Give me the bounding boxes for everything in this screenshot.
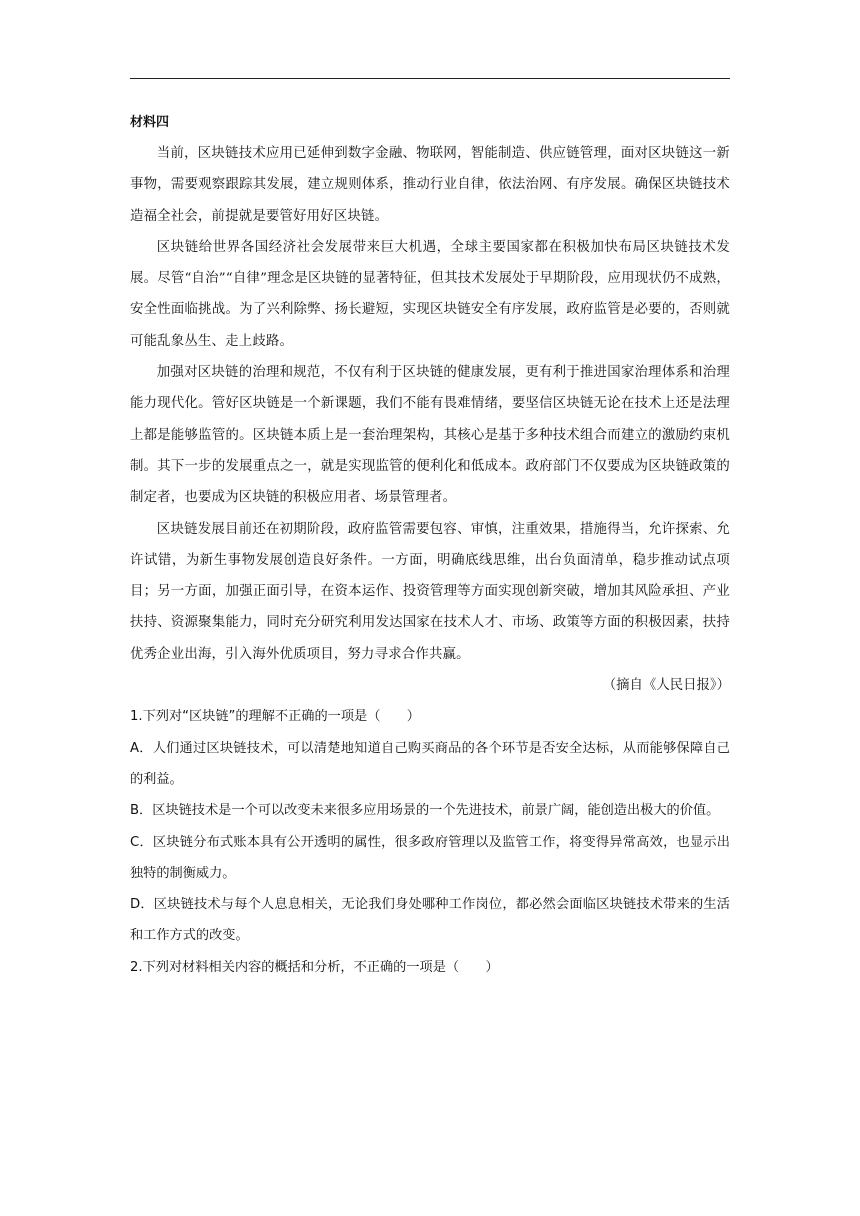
section-heading: 材料四 [130,115,170,130]
question-1-option-d: D．区块链技术与每个人息息相关，无论我们身处哪种工作岗位，都必然会面临区块链技术带来的生活和工作方式的改变。 [130,897,730,944]
question-1-option-a: A．人们通过区块链技术，可以清楚地知道自己购买商品的各个环节是否安全达标，从而能够保障自己的利益。 [130,740,730,787]
source-citation: （摘自《人民日报》） [602,678,730,694]
paragraph-4: 区块链发展目前还在初期阶段，政府监管需要包容、审慎，注重效果，措施得当，允许探索、允许试错，为新生事物发展创造良好条件。一方面，明确底线思维，出台负面清单，稳步推动试点项目；另一方面，加强正面引导，在资本运作、投资管理等方面实现创新突破，增加其风险承担、产业扶持、资源聚集能力，同时充分研究利用发达国家在技术人才、市场、政策等方面的积极因素，扶持优秀企业出海，引入海外优质项目，努力寻求合作共赢。 [130,521,730,662]
paragraph-2: 区块链给世界各国经济社会发展带来巨大机遇，全球主要国家都在积极加快布局区块链技术发展。尽管“自治”“自律”理念是区块链的显著特征，但其技术发展处于早期阶段，应用现状仍不成熟，安全性面临挑战。为了兴利除弊、扬长避短，实现区块链安全有序发展，政府监管是必要的，否则就可能乱象丛生、走上歧路。 [130,239,730,349]
document-body [130,108,730,983]
question-1-stem: 1.下列对“区块链”的理解不正确的一项是（ ） [130,709,420,725]
header-rule [130,78,730,79]
paragraph-3: 加强对区块链的治理和规范，不仅有利于区块链的健康发展，更有利于推进国家治理体系和治理能力现代化。管好区块链是一个新课题，我们不能有畏难情绪，要坚信区块链无论在技术上还是法理上都是能够监管的。区块链本质上是一套治理架构，其核心是基于多种技术组合而建立的激励约束机制。其下一步的发展重点之一，就是实现监管的便利化和低成本。政府部门不仅要成为区块链政策的制定者，也要成为区块链的积极应用者、场景管理者。 [130,365,730,506]
question-1-option-c: C．区块链分布式账本具有公开透明的属性，很多政府管理以及监管工作，将变得异常高效，也显示出独特的制衡威力。 [130,834,730,881]
paragraph-1: 当前，区块链技术应用已延伸到数字金融、物联网，智能制造、供应链管理，面对区块链这一新事物，需要观察跟踪其发展，建立规则体系，推动行业自律，依法治网、有序发展。确保区块链技术造福全社会，前提就是要管好用好区块链。 [130,146,730,224]
question-2-stem: 2.下列对材料相关内容的概括和分析，不正确的一项是（ ） [130,959,499,975]
question-1-option-b: B．区块链技术是一个可以改变未来很多应用场景的一个先进技术，前景广阔，能创造出极大的价值。 [130,803,720,819]
